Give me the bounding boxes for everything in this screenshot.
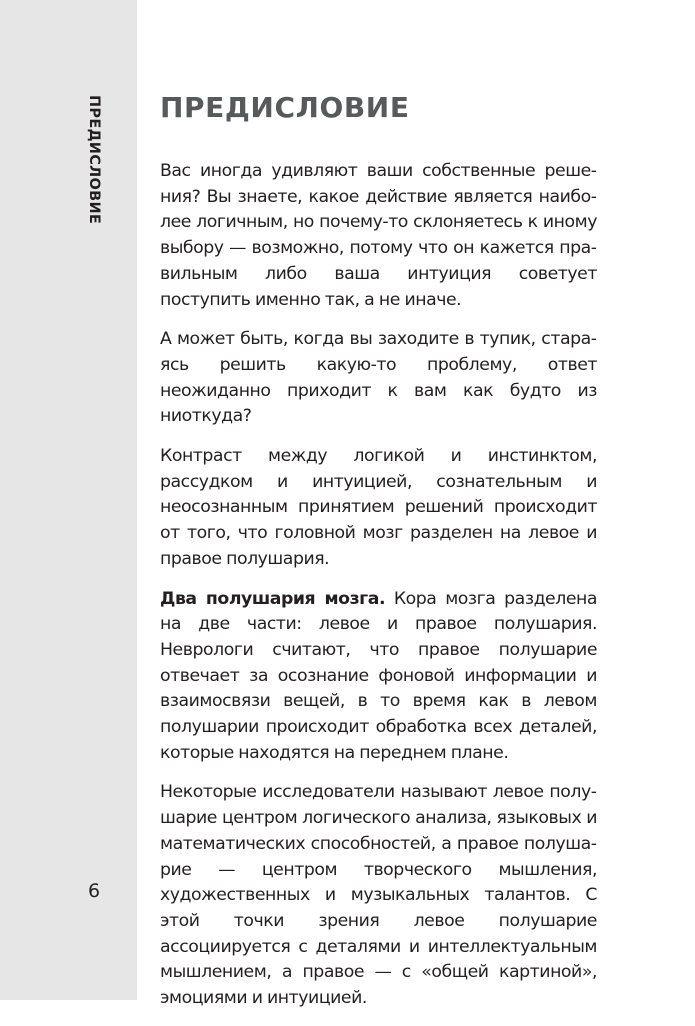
page-title: ПРЕДИСЛОВИЕ — [160, 91, 410, 124]
paragraph-2 — [160, 327, 597, 430]
paragraph-3-text: Контраст между логикой и инстинктом, рассудком и интуицией, сознательным и неосознанным принятием решений происходит от того, что головной мозг разделен на левое и правое полушария. — [160, 446, 597, 569]
page-content — [160, 88, 597, 1026]
paragraph-1-text: Вас иногда удивляют ваши собственные решения? Вы знаете, какое действие является наиболее логичным, но почему-то склоняетесь к иному выбору — возможно, потому что он кажется правильным либо ваша интуиция советует поступить именно так, а не иначе. — [160, 161, 597, 310]
paragraph-4 — [160, 587, 597, 767]
paragraph-2-text: А может быть, когда вы заходите в тупик, стараясь решить какую-то проблему, ответ неожиданно приходит к вам как будто из ниоткуда? — [160, 329, 597, 427]
paragraph-1 — [160, 159, 597, 313]
page-gutter — [0, 0, 137, 1000]
running-head: ПРЕДИСЛОВИЕ — [86, 95, 102, 225]
paragraph-3 — [160, 444, 597, 573]
paragraph-4-text: Кора мозга разделена на две части: левое и правое полушария. Неврологи считают, что правое полушарие отвечает за осознание фоновой информации и взаимосвязи вещей, в то время как в левом полушарии происходит обработка всех деталей, которые находятся на переднем плане. — [160, 588, 598, 763]
paragraph-5-text: Некоторые исследователи называют левое полушарие центром логического анализа, языковых и математических способностей, а правое полушарие — центром творческого мышления, художественных и музыкальных талантов. С этой точки зрения левое полушарие ассоциируется с деталями и интеллектуальным мышлением, а правое — с «общей картиной», эмоциями и интуицией. — [160, 782, 597, 1009]
page-number: 6 — [88, 880, 101, 902]
paragraph-5 — [160, 780, 597, 1011]
paragraph-4-lead: Два полушария мозга. — [160, 588, 386, 609]
